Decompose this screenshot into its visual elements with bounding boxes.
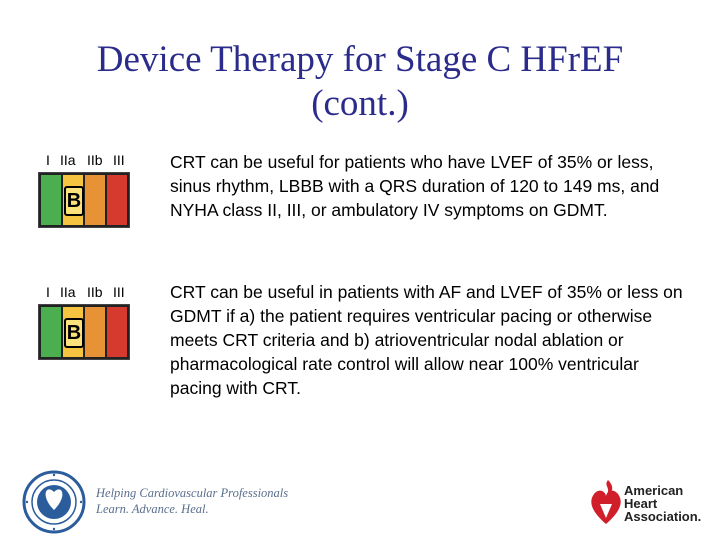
class-I-bar [41,307,61,357]
class-IIa-bar [63,175,83,225]
class-label-I: I [46,284,50,300]
class-label-III: III [113,284,125,300]
recommendation-1-text: CRT can be useful for patients who have LVEF of 35% or less, sinus rhythm, LBBB with a QRS duration of 120 to 149 ms, and NYHA class II, III, or ambulatory IV symptoms on GDMT. [170,152,660,220]
class-labels [46,284,136,302]
level-of-evidence-badge: B [64,186,84,216]
recommendation-1-class-box [46,152,136,212]
recommendation-2-class-box [46,284,136,344]
aha-wordmark [624,484,701,523]
class-III-bar [107,175,127,225]
tagline-line-1: Helping Cardiovascular Professionals [96,486,289,500]
class-color-bars [38,304,130,360]
class-label-IIb: IIb [87,284,103,300]
class-label-IIa: IIa [60,152,76,168]
aha-line-2: Heart [624,496,658,511]
recommendation-2-text: CRT can be useful in patients with AF and LVEF of 35% or less on GDMT if a) the patient requires ventricular pacing or otherwise meets CRT criteria and b) atrioventricular nodal ablation or pharmacological rate control will allow near 100% ventricular pacing with CRT. [170,282,683,398]
class-label-III: III [113,152,125,168]
class-IIa-bar [63,307,83,357]
class-label-IIa: IIa [60,284,76,300]
tagline-line-2: Learn. Advance. Heal. [96,502,209,516]
class-III-bar [107,307,127,357]
acc-seal-logo [22,470,86,534]
title-line-2: (cont.) [311,83,409,124]
slide-title [20,38,700,126]
aha-line-1: American [624,483,684,498]
class-IIb-bar [85,175,105,225]
aha-heart-torch-icon [588,478,624,528]
level-of-evidence-badge: B [64,318,84,348]
class-labels [46,152,136,170]
acc-tagline [96,485,288,517]
class-label-I: I [46,152,50,168]
class-I-bar [41,175,61,225]
class-label-IIb: IIb [87,152,103,168]
title-line-1: Device Therapy for Stage C HFrEF [96,39,624,80]
class-IIb-bar [85,307,105,357]
class-color-bars [38,172,130,228]
aha-line-3: Association. [624,509,702,524]
